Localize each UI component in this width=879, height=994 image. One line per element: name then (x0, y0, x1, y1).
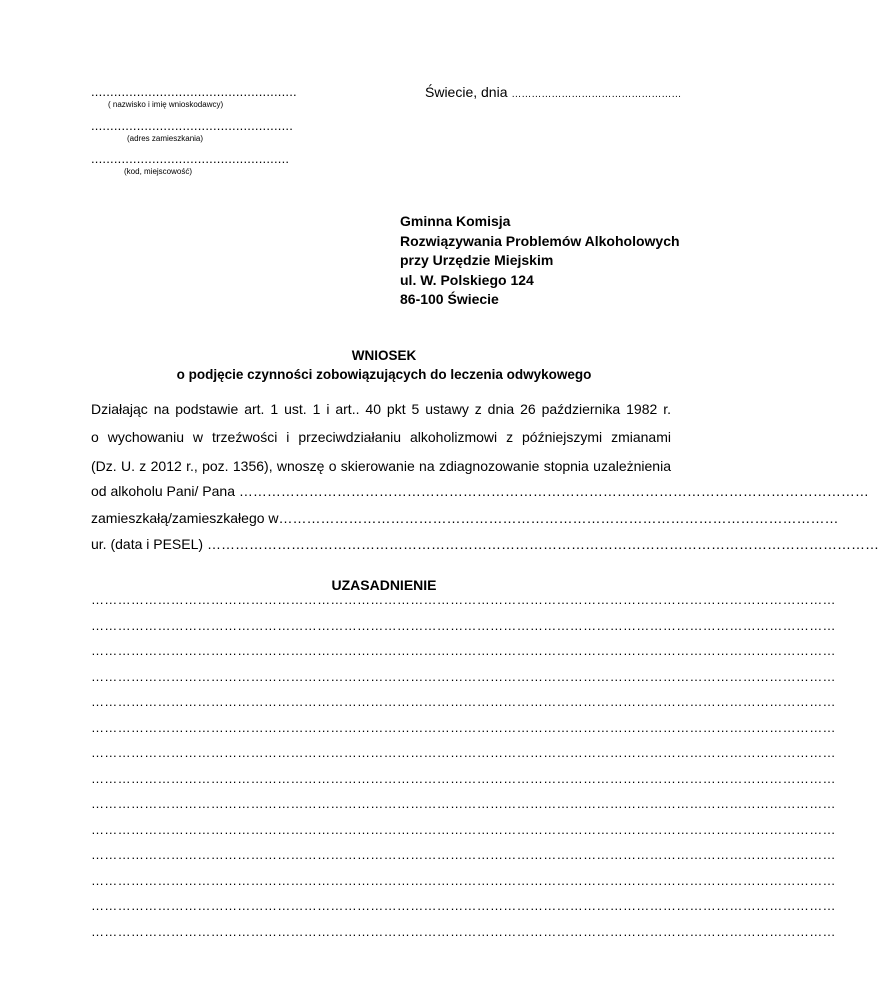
body-line-4-person-field[interactable]: od alkoholu Pani/ Pana ……………………………………………………………………………………………………………………… (91, 483, 869, 499)
applicant-name-caption: ( nazwisko i imię wnioskodawcy) (108, 100, 224, 109)
recipient-line-2: Rozwiązywania Problemów Alkoholowych (400, 232, 680, 249)
document-title: WNIOSEK (351, 348, 417, 363)
applicant-city-line[interactable]: .................................................... (91, 151, 290, 166)
justification-line[interactable]: …………………………………………………………………………………………………………………………………………………… (91, 872, 836, 888)
place-date (425, 84, 681, 100)
body-line-5-residence-field[interactable]: zamieszkałą/zamieszkałego w………………………………………………………………………………………………………… (91, 510, 839, 526)
applicant-address-caption: (adres zamieszkania) (127, 134, 204, 143)
justification-line[interactable]: …………………………………………………………………………………………………………………………………………………… (91, 719, 836, 735)
justification-line[interactable]: …………………………………………………………………………………………………………………………………………………… (91, 668, 836, 684)
justification-line[interactable]: …………………………………………………………………………………………………………………………………………………… (91, 821, 836, 837)
justification-line[interactable]: …………………………………………………………………………………………………………………………………………………… (91, 617, 836, 633)
applicant-city-caption: (kod, miejscowość) (124, 167, 193, 176)
justification-line[interactable]: …………………………………………………………………………………………………………………………………………………… (91, 796, 836, 811)
body-line-1: Działając na podstawie art. 1 ust. 1 i art.. 40 pkt 5 ustawy z dnia 26 października 1982 r. (91, 401, 671, 417)
body-line-3: (Dz. U. z 2012 r., poz. 1356), wnoszę o skierowanie na zdiagnozowanie stopnia uzależnienia (91, 458, 671, 474)
justification-heading: UZASADNIENIE (331, 577, 437, 593)
recipient-line-4: ul. W. Polskiego 124 (400, 271, 534, 288)
applicant-name-line[interactable]: ...................................................... (91, 84, 297, 99)
justification-line[interactable]: …………………………………………………………………………………………………………………………………………………… (91, 745, 836, 760)
applicant-address-line[interactable]: ..................................................... (91, 118, 294, 133)
justification-line[interactable]: …………………………………………………………………………………………………………………………………………………… (91, 694, 836, 709)
justification-line[interactable]: …………………………………………………………………………………………………………………………………………………… (91, 643, 836, 658)
recipient-address (400, 212, 680, 310)
recipient-line-3: przy Urzędzie Miejskim (400, 252, 554, 268)
justification-line[interactable]: …………………………………………………………………………………………………………………………………………………… (91, 923, 836, 939)
document-subtitle: o podjęcie czynności zobowiązujących do leczenia odwykowego (176, 367, 592, 382)
justification-line[interactable]: …………………………………………………………………………………………………………………………………………………… (91, 898, 836, 913)
body-line-2: o wychowaniu w trzeźwości i przeciwdziałaniu alkoholizmowi z późniejszymi zmianami (91, 429, 671, 445)
recipient-line-5: 86-100 Świecie (400, 291, 499, 307)
justification-line[interactable]: …………………………………………………………………………………………………………………………………………………… (91, 847, 836, 862)
body-line-6-birth-pesel-field[interactable]: ur. (data i PESEL) ……………………………………………………………………………………………………………………………… (91, 536, 879, 552)
justification-line[interactable]: …………………………………………………………………………………………………………………………………………………… (91, 592, 836, 607)
recipient-line-1: Gminna Komisja (400, 213, 511, 229)
date-field[interactable]: …………………………………………… (511, 89, 682, 100)
justification-line[interactable]: …………………………………………………………………………………………………………………………………………………… (91, 770, 836, 786)
place-date-label: Świecie, dnia (425, 84, 508, 100)
